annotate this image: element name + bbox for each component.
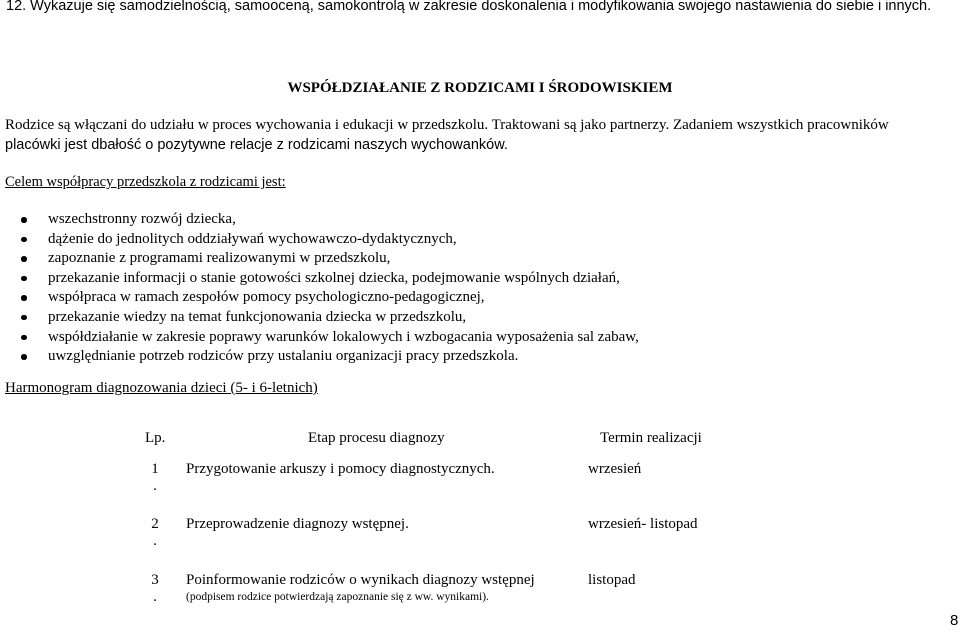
schedule-heading: Harmonogram diagnozowania dzieci (5- i 6-letnich) bbox=[5, 380, 318, 396]
goal-item: przekazanie informacji o stanie gotowości szkolnej dziecka, podejmowanie wspólnych działań, bbox=[21, 269, 639, 289]
intro-paragraph-line-2: placówki jest dbałość o pozytywne relacje z rodzicami naszych wychowanków. bbox=[5, 137, 508, 153]
column-header-lp: Lp. bbox=[145, 430, 166, 446]
goal-item: uwzględnianie potrzeb rodziców przy ustalaniu organizacji pracy przedszkola. bbox=[21, 347, 639, 367]
goals-list bbox=[21, 210, 639, 367]
row-stage: Przygotowanie arkuszy i pomocy diagnostycznych. bbox=[186, 461, 495, 477]
goal-item: przekazanie wiedzy na temat funkcjonowania dziecka w przedszkolu, bbox=[21, 308, 639, 328]
row-stage: Poinformowanie rodziców o wynikach diagnozy wstępnej bbox=[186, 572, 535, 588]
goal-item: zapoznanie z programami realizowanymi w przedszkolu, bbox=[21, 249, 639, 269]
row-term: listopad bbox=[588, 572, 636, 588]
goal-item: wszechstronny rozwój dziecka, bbox=[21, 210, 639, 230]
row-stage: Przeprowadzenie diagnozy wstępnej. bbox=[186, 516, 409, 532]
row-number: 1 . bbox=[151, 461, 159, 494]
goal-item: współpraca w ramach zespołów pomocy psychologiczno-pedagogicznej, bbox=[21, 288, 639, 308]
goal-item: współdziałanie w zakresie poprawy warunków lokalowych i wzbogacania wyposażenia sal zabaw, bbox=[21, 328, 639, 348]
column-header-stage: Etap procesu diagnozy bbox=[308, 430, 445, 446]
goal-item: dążenie do jednolitych oddziaływań wychowawczo-dydaktycznych, bbox=[21, 230, 639, 250]
page-number: 8 bbox=[950, 612, 959, 629]
section-heading: WSPÓŁDZIAŁANIE Z RODZICAMI I ŚRODOWISKIEM bbox=[287, 80, 673, 96]
column-header-term: Termin realizacji bbox=[600, 430, 702, 446]
numbered-item-12: 12. Wykazuje się samodzielnością, samooceną, samokontrolą w zakresie doskonalenia i modyfikowania swojego nastawienia do siebie i innych. bbox=[6, 0, 932, 14]
row-note: (podpisem rodzice potwierdzają zapoznanie się z ww. wynikami). bbox=[186, 591, 489, 603]
row-term: wrzesień- listopad bbox=[588, 516, 698, 532]
goals-heading: Celem współpracy przedszkola z rodzicami jest: bbox=[5, 174, 286, 190]
intro-paragraph-line-1: Rodzice są włączani do udziału w proces wychowania i edukacji w przedszkolu. Traktowani są jako partnerzy. Zadaniem wszystkich pracowników bbox=[5, 117, 889, 133]
row-number: 3 . bbox=[151, 572, 159, 605]
row-term: wrzesień bbox=[588, 461, 642, 477]
row-number: 2 . bbox=[151, 516, 159, 549]
